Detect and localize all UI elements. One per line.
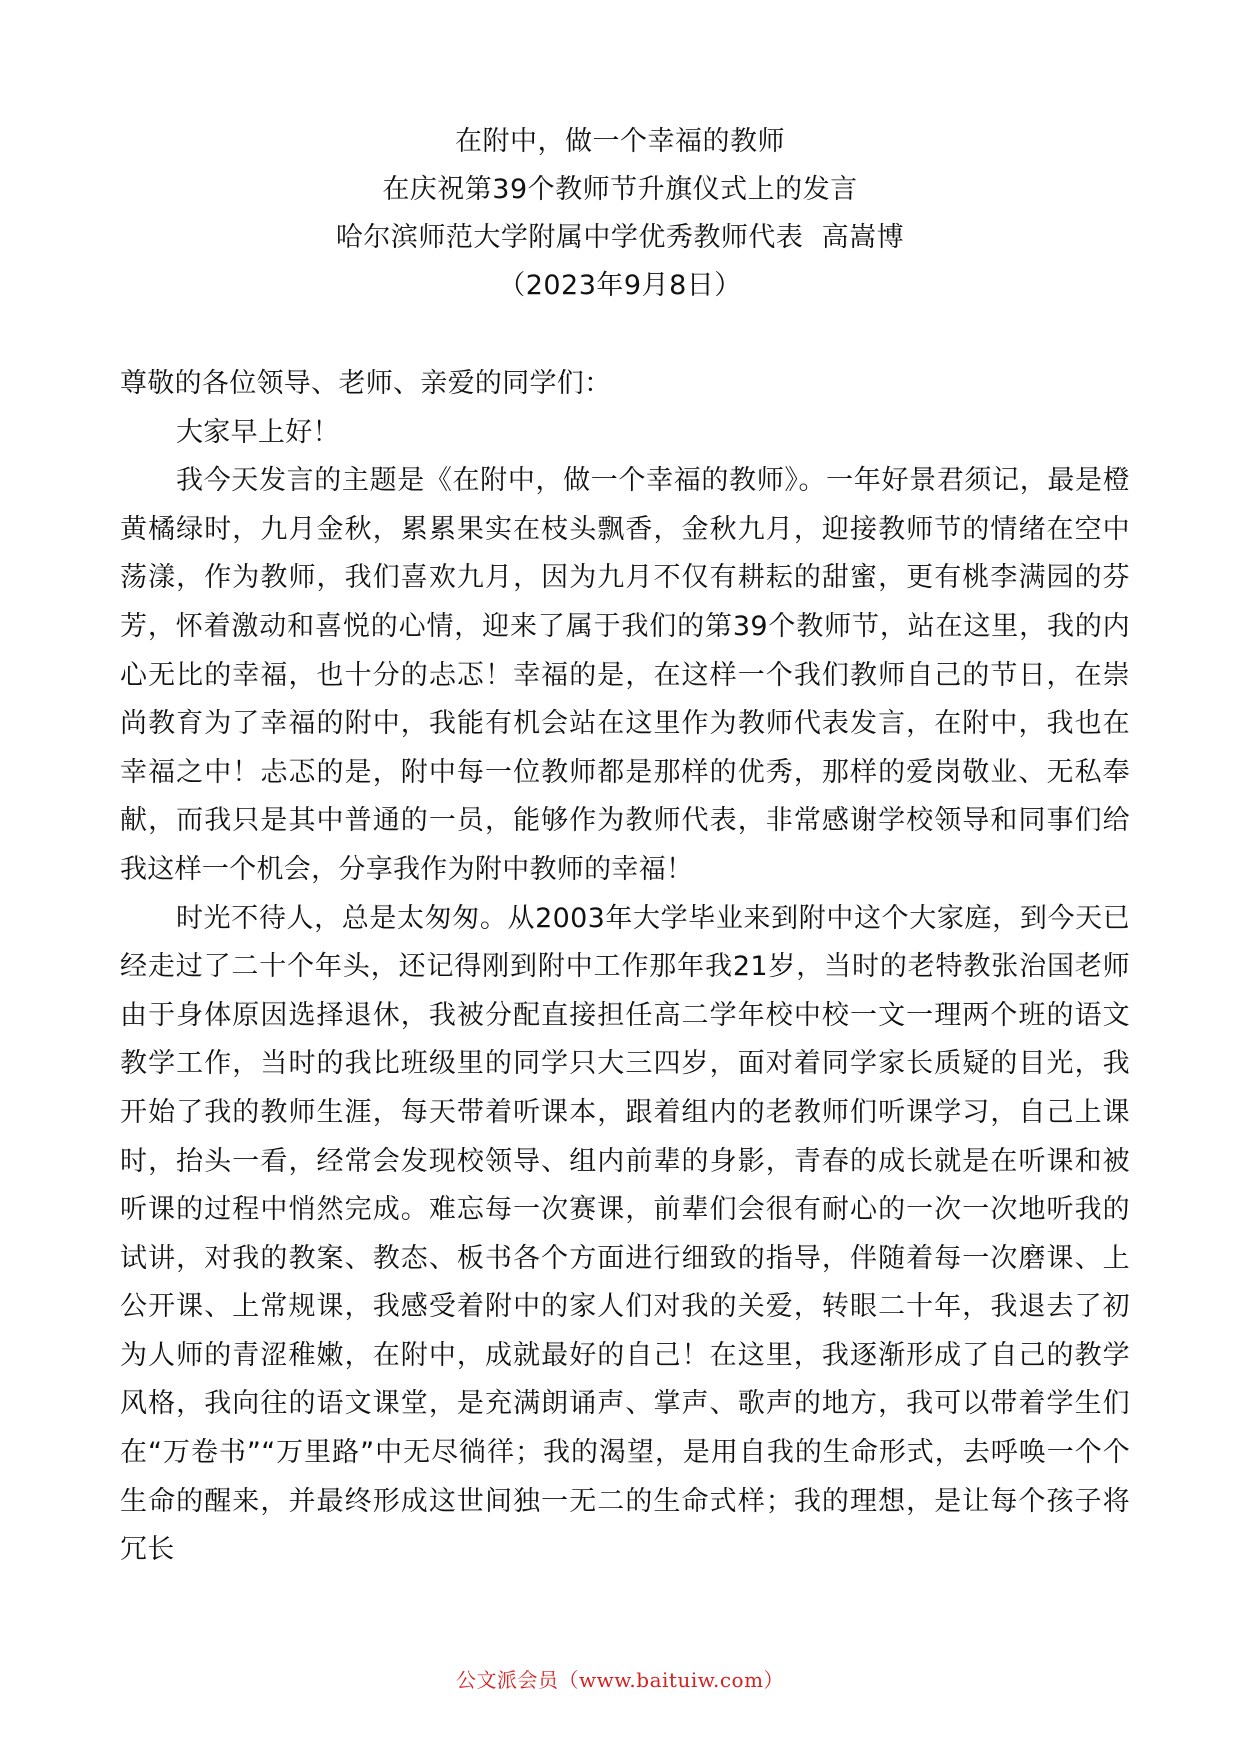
salutation: 尊敬的各位领导、老师、亲爱的同学们： [120, 368, 612, 399]
document-subtitle: 在庆祝第39个教师节升旗仪式上的发言 [382, 174, 858, 205]
document-body [120, 360, 1130, 1575]
document-title: 在附中，做一个幸福的教师 [455, 126, 785, 157]
paragraph: 时光不待人，总是太匆匆。从2003年大学毕业来到附中这个大家庭，到今天已经走过了二十个年头，还记得刚到附中工作那年我21岁，当时的老特教张治国老师由于身体原因选择退休，我被分配直接担任高二学年校中校一文一理两个班的语文教学工作，当时的我比班级里的同学只大三四岁，面对着同学家长质疑的目光，我开始了我的教师生涯，每天带着听课本，跟着组内的老教师们听课学习，自己上课时，抬头一看，经常会发现校领导、组内前辈的身影，青春的成长就是在听课和被听课的过程中悄然完成。难忘每一次赛课，前辈们会很有耐心的一次一次地听我的试讲，对我的教案、教态、板书各个方面进行细致的指导，伴随着每一次磨课、上公开课、上常规课，我感受着附中的家人们对我的关爱，转眼二十年，我退去了初为人师的青涩稚嫩，在附中，成就最好的自己！在这里，我逐渐形成了自己的教学风格，我向往的语文课堂，是充满朗诵声、掌声、歌声的地方，我可以带着学生们在“万卷书”“万里路”中无尽徜徉；我的渴望，是用自我的生命形式，去呼唤一个个生命的醒来，并最终形成这世间独一无二的生命式样；我的理想，是让每个孩子将冗长 [120, 902, 1130, 1566]
greeting: 大家早上好！ [176, 416, 340, 448]
paragraph: 我今天发言的主题是《在附中，做一个幸福的教师》。一年好景君须记，最是橙黄橘绿时，九月金秋，累累果实在枝头飘香，金秋九月，迎接教师节的情绪在空中荡漾，作为教师，我们喜欢九月，因为九月不仅有耕耘的甜蜜，更有桃李满园的芬芳，怀着激动和喜悦的心情，迎来了属于我们的第39个教师节，站在这里，我的内心无比的幸福，也十分的忐忑！幸福的是，在这样一个我们教师自己的节日，在崇尚教育为了幸福的附中，我能有机会站在这里作为教师代表发言，在附中，我也在幸福之中！忐忑的是，附中每一位教师都是那样的优秀，那样的爱岗敬业、无私奉献，而我只是其中普通的一员，能够作为教师代表，非常感谢学校领导和同事们给我这样一个机会，分享我作为附中教师的幸福！ [120, 465, 1130, 885]
document-header [0, 118, 1240, 310]
footer-watermark: 公文派会员（www.baituiw.com） [455, 1668, 785, 1692]
speaker-line: 哈尔滨师范大学附属中学优秀教师代表 高嵩博 [335, 222, 905, 253]
speech-date: （2023年9月8日） [498, 270, 742, 301]
